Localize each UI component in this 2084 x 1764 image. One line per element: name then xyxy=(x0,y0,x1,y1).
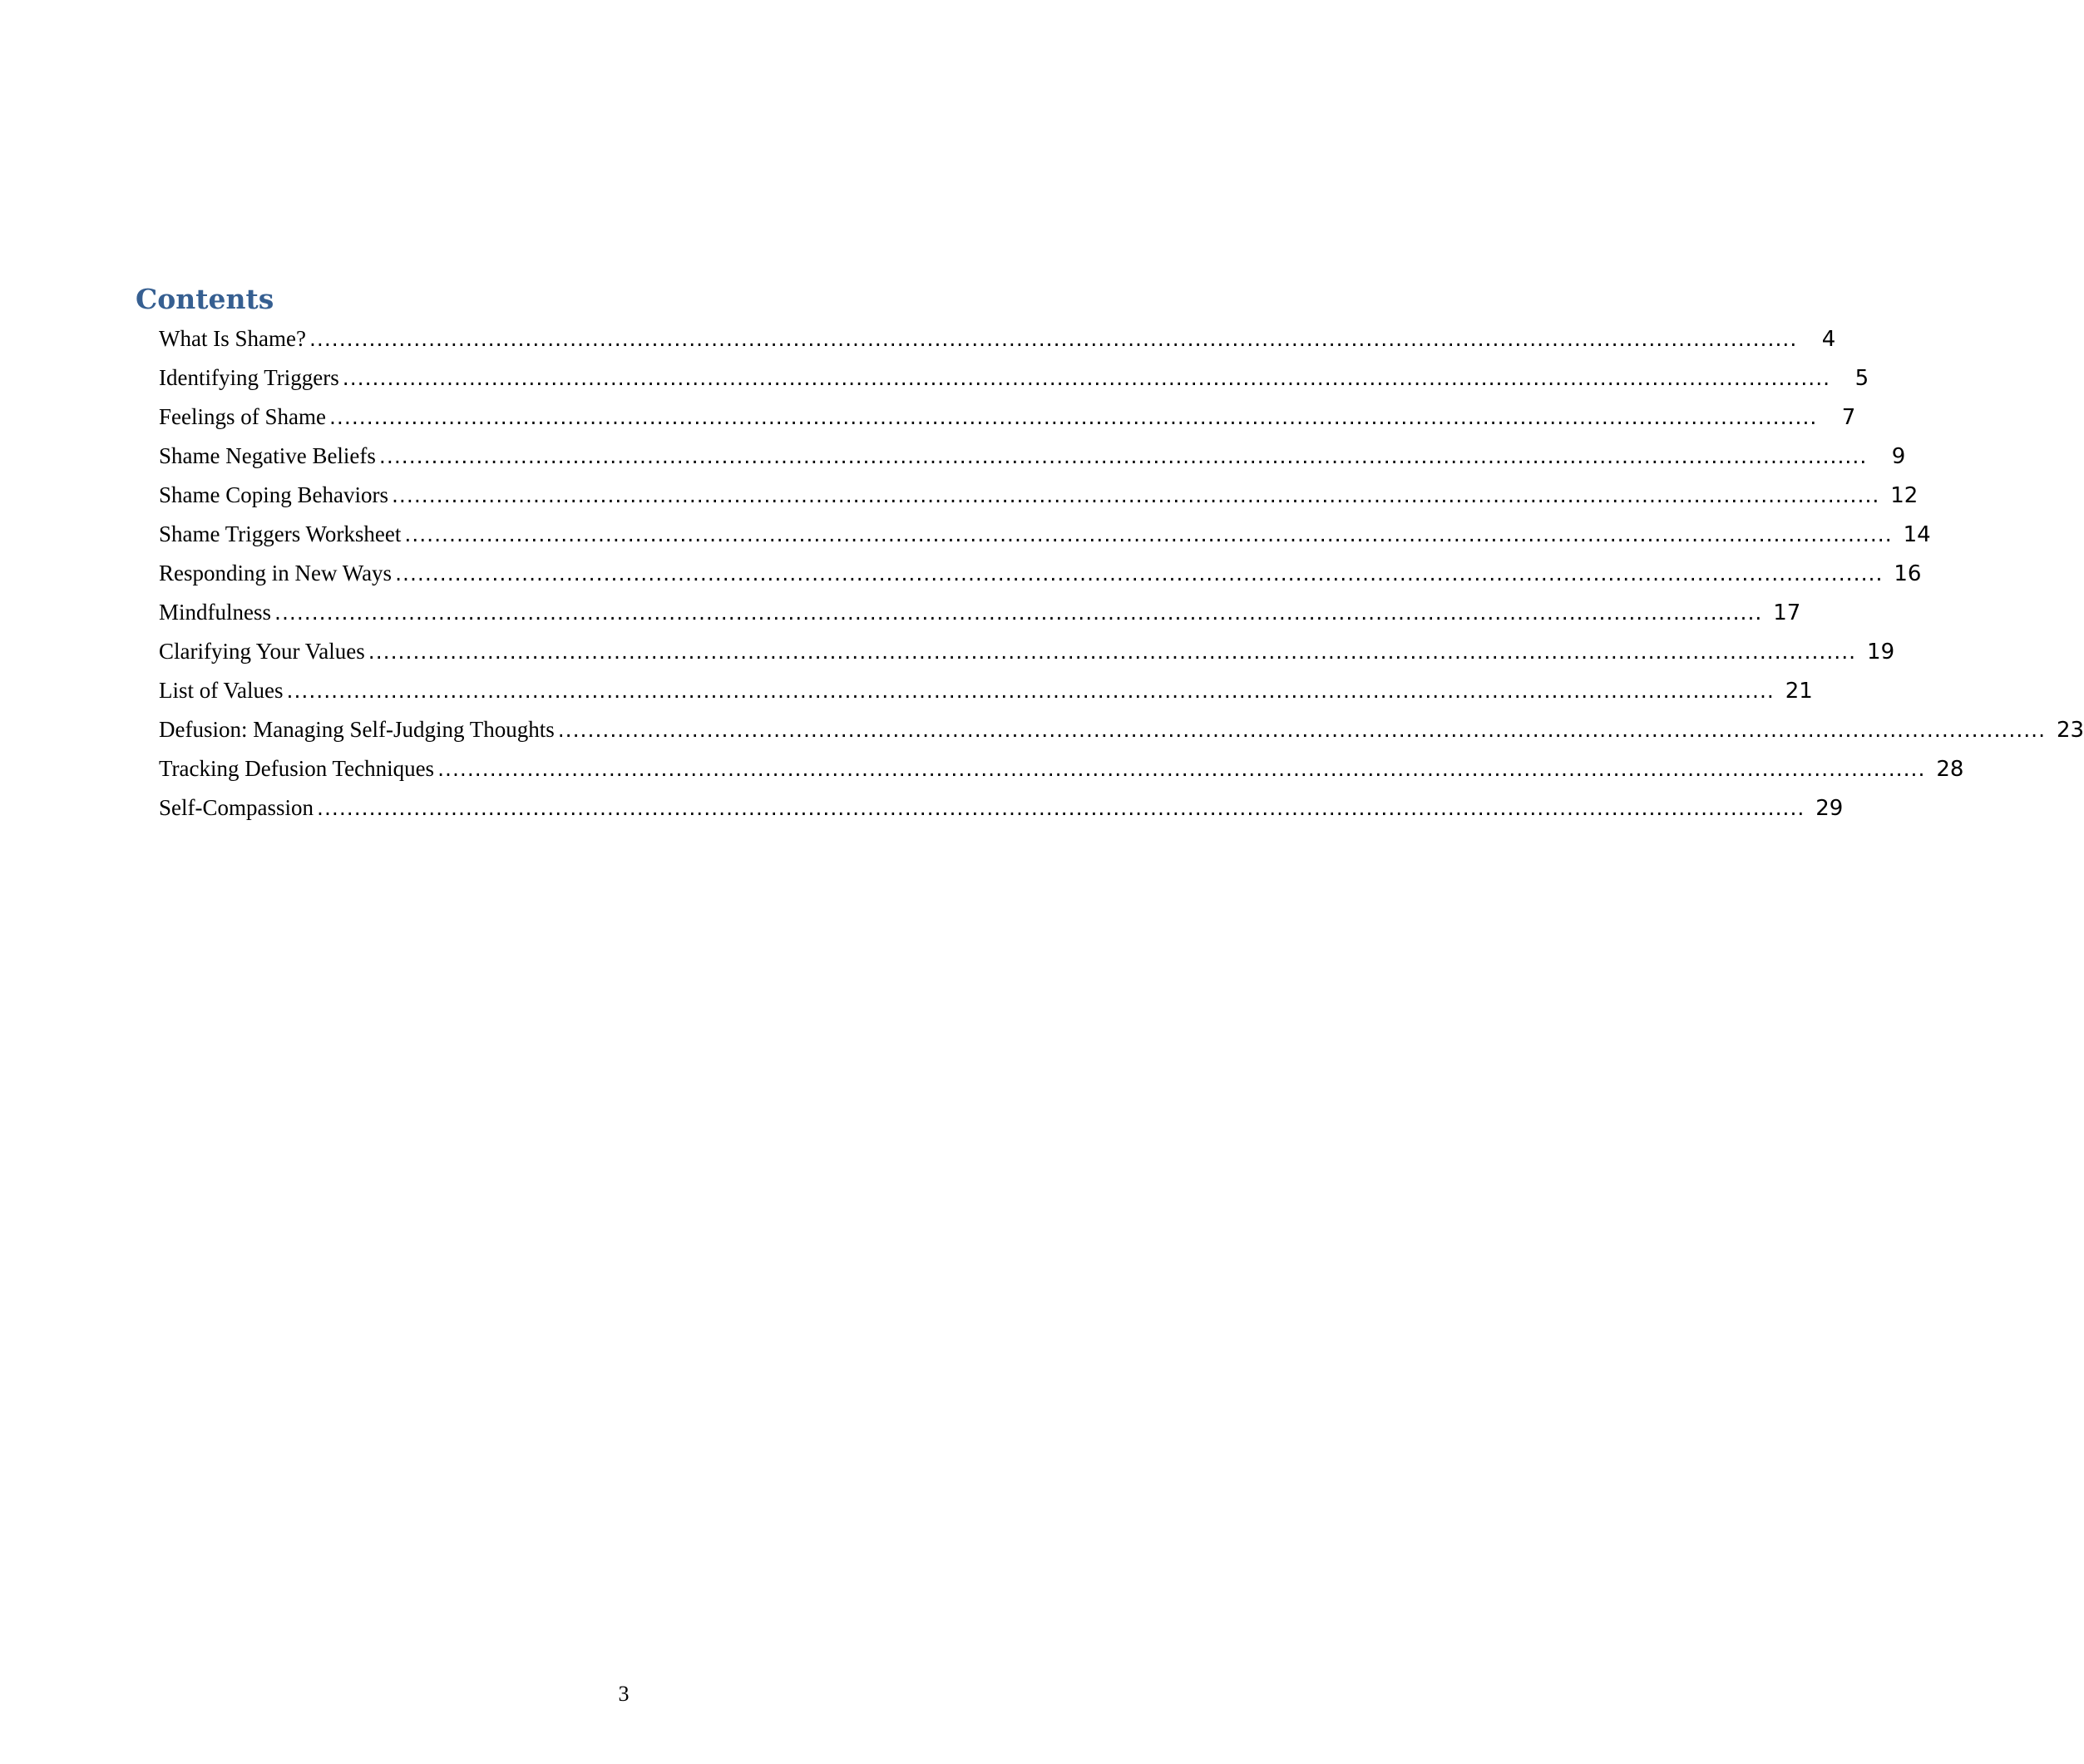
toc-entry-clarifying-your-values[interactable] xyxy=(159,632,1895,671)
toc-list xyxy=(159,319,2084,828)
toc-dot-leader: ........................................................................................................................................................................................................ xyxy=(378,444,1868,468)
toc-entry-page: 29 xyxy=(1815,796,1844,821)
toc-dot-leader: ........................................................................................................................................................................................................ xyxy=(368,640,1857,664)
toc-entry-title: Self-Compassion xyxy=(159,795,314,820)
toc-entry-title: List of Values xyxy=(159,678,284,703)
toc-dot-leader: ........................................................................................................................................................................................................ xyxy=(395,561,1884,586)
toc-entry-page: 9 xyxy=(1891,444,1906,469)
toc-entry-page: 4 xyxy=(1821,327,1836,352)
toc-dot-leader: ........................................................................................................................................................................................................ xyxy=(342,366,1831,390)
toc-entry-page: 16 xyxy=(1894,561,1922,586)
toc-dot-leader: ........................................................................................................................................................................................................ xyxy=(309,327,1798,351)
toc-entry-title: Responding in New Ways xyxy=(159,561,393,586)
toc-entry-feelings-of-shame[interactable] xyxy=(159,398,1856,437)
toc-entry-title: Shame Coping Behaviors xyxy=(159,482,388,507)
toc-dot-leader: ........................................................................................................................................................................................................ xyxy=(404,522,1893,546)
toc-entry-page: 5 xyxy=(1854,366,1869,391)
toc-entry-tracking-defusion-techniques[interactable] xyxy=(159,749,1964,788)
toc-entry-page: 17 xyxy=(1773,600,1801,625)
toc-entry-page: 28 xyxy=(1936,757,1964,782)
toc-entry-defusion[interactable] xyxy=(159,710,2084,749)
toc-entry-title: Defusion: Managing Self-Judging Thoughts xyxy=(159,717,555,742)
toc-entry-shame-negative-beliefs[interactable] xyxy=(159,437,1906,476)
toc-entry-what-is-shame[interactable] xyxy=(159,319,1836,358)
toc-entry-title: Tracking Defusion Techniques xyxy=(159,756,435,781)
toc-entry-page: 19 xyxy=(1867,640,1895,665)
toc-heading: Contents xyxy=(136,283,274,315)
toc-dot-leader: ........................................................................................................................................................................................................ xyxy=(557,718,2047,742)
toc-dot-leader: ........................................................................................................................................................................................................ xyxy=(274,600,1763,625)
toc-dot-leader: ........................................................................................................................................................................................................ xyxy=(317,796,1805,820)
toc-entry-shame-triggers-worksheet[interactable] xyxy=(159,515,1931,554)
toc-entry-identifying-triggers[interactable] xyxy=(159,358,1869,398)
toc-entry-page: 7 xyxy=(1841,405,1856,430)
page-number: 3 xyxy=(618,1682,630,1706)
toc-entry-title: Clarifying Your Values xyxy=(159,639,365,664)
toc-dot-leader: ........................................................................................................................................................................................................ xyxy=(328,405,1818,429)
toc-entry-title: Identifying Triggers xyxy=(159,365,339,390)
toc-entry-title: Shame Negative Beliefs xyxy=(159,443,376,468)
toc-entry-title: Mindfulness xyxy=(159,600,271,625)
toc-entry-title: Feelings of Shame xyxy=(159,404,326,429)
toc-entry-mindfulness[interactable] xyxy=(159,593,1801,632)
toc-dot-leader: ........................................................................................................................................................................................................ xyxy=(286,679,1775,703)
toc-entry-page: 23 xyxy=(2056,718,2084,743)
toc-entry-list-of-values[interactable] xyxy=(159,671,1813,710)
toc-entry-title: Shame Triggers Worksheet xyxy=(159,521,402,546)
toc-entry-page: 14 xyxy=(1903,522,1931,547)
toc-entry-page: 21 xyxy=(1785,679,1813,704)
toc-entry-shame-coping-behaviors[interactable] xyxy=(159,476,1919,515)
toc-dot-leader: ........................................................................................................................................................................................................ xyxy=(437,757,1926,781)
toc-entry-responding-in-new-ways[interactable] xyxy=(159,554,1922,593)
toc-dot-leader: ........................................................................................................................................................................................................ xyxy=(391,483,1880,507)
toc-entry-self-compassion[interactable] xyxy=(159,788,1844,828)
toc-entry-page: 12 xyxy=(1890,483,1919,508)
toc-entry-title: What Is Shame? xyxy=(159,326,306,351)
